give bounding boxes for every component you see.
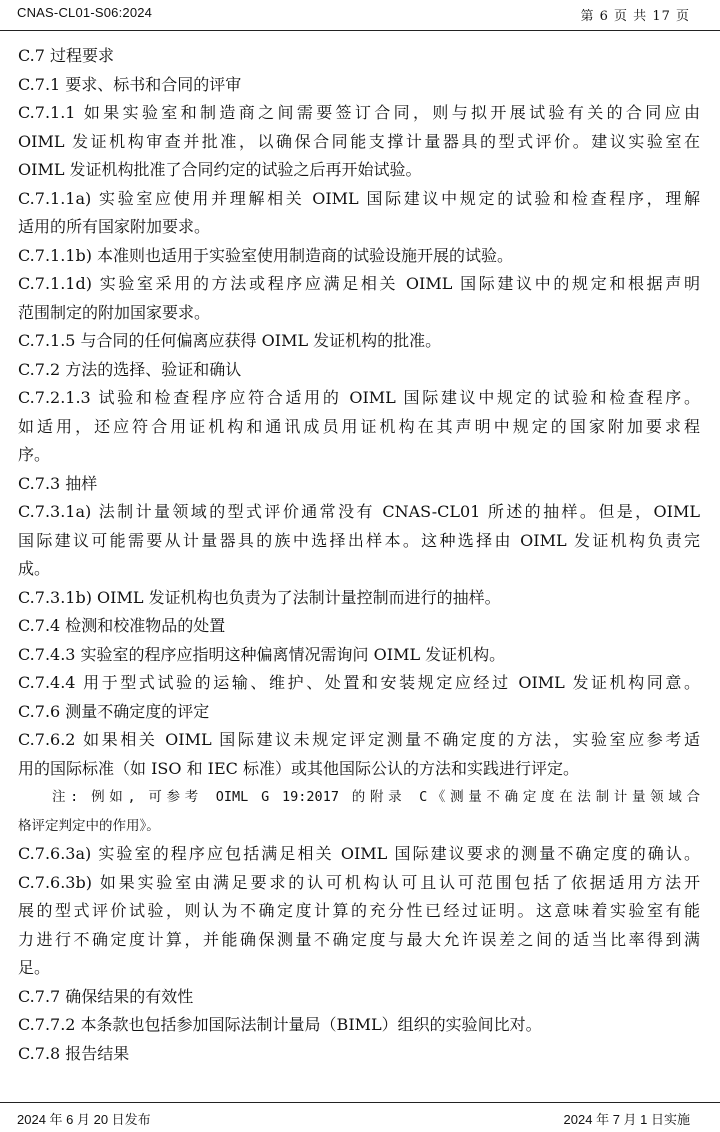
body-line: OIML 发证机构审查并批准，以确保合同能支撑计量器具的型式评价。建议实验室在 [18, 131, 700, 151]
body-line: C.7.7 确保结果的有效性 [18, 986, 194, 1006]
body-line: C.7.1.1b) 本准则也适用于实验室使用制造商的试验设施开展的试验。 [18, 245, 514, 265]
implementation-date: 2024 年 7 月 1 日实施 [563, 1112, 690, 1127]
body-line: C.7.1.1a) 实验室应使用并理解相关 OIML 国际建议中规定的试验和检查程序，理解 [18, 188, 700, 208]
body-line: 成。 [18, 559, 51, 578]
body-line: C.7.6.3b) 如果实验室由满足要求的认可机构认可且认可范围包括了依据适用方法开 [18, 872, 700, 892]
body-line: 力进行不确定度计算，并能确保测量不确定度与最大允许误差之间的适当比率得到满 [18, 929, 700, 949]
body-line: C.7.4.4 用于型式试验的运输、维护、处置和安装规定应经过 OIML 发证机构同意。 [18, 673, 700, 692]
body-line: C.7.6 测量不确定度的评定 [18, 701, 210, 721]
body-line: C.7.1.1d) 实验室采用的方法或程序应满足相关 OIML 国际建议中的规定和根据声明 [18, 274, 700, 293]
body-line: 国际建议可能需要从计量器具的族中选择出样本。这种选择由 OIML 发证机构负责完 [18, 530, 700, 550]
body-line: 展的型式评价试验，则认为不确定度计算的充分性已经过证明。这意味着实验室有能 [18, 901, 700, 920]
body-line: C.7.1.5 与合同的任何偏离应获得 OIML 发证机构的批准。 [18, 331, 442, 350]
body-line: C.7.4 检测和校准物品的处置 [18, 616, 226, 635]
page-indicator: 第 6 页 共 17 页 [580, 9, 690, 24]
body-line: C.7.6.2 如果相关 OIML 国际建议未规定评定测量不确定度的方法，实验室应参考适 [18, 730, 700, 749]
body-line: 范围制定的附加国家要求。 [18, 302, 211, 322]
note-line: 格评定判定中的作用》。 [18, 817, 160, 834]
body-line: C.7.1 要求、标书和合同的评审 [18, 74, 242, 94]
document-code: CNAS-CL01-S06:2024 [17, 5, 153, 20]
body-line: C.7.2.1.3 试验和检查程序应符合适用的 OIML 国际建议中规定的试验和检查程序。 [18, 388, 700, 407]
body-line: C.7.3.1b) OIML 发证机构也负责为了法制计量控制而进行的抽样。 [18, 587, 501, 607]
body-line: C.7.8 报告结果 [18, 1043, 130, 1063]
body-line: 足。 [18, 958, 51, 977]
body-line: 用的国际标准（如 ISO 和 IEC 标准）或其他国际公认的方法和实践进行评定。 [18, 758, 579, 778]
body-line: C.7 过程要求 [18, 46, 115, 65]
body-line: C.7.3 抽样 [18, 473, 98, 493]
body-line: OIML 发证机构批准了合同约定的试验之后再开始试验。 [18, 160, 422, 179]
body-line: C.7.6.3a) 实验室的程序应包括满足相关 OIML 国际建议要求的测量不确定度的确认。 [18, 844, 700, 863]
release-date: 2024 年 6 月 20 日发布 [17, 1112, 151, 1127]
note-line: 注: 例如, 可参考 OIML G 19:2017 的附录 C《测量不确定度在法制计量领域合 [52, 789, 700, 805]
page-header [0, 0, 720, 31]
body-line: C.7.2 方法的选择、验证和确认 [18, 359, 242, 379]
body-line: 适用的所有国家附加要求。 [18, 217, 211, 236]
body-line: C.7.4.3 实验室的程序应指明这种偏离情况需询问 OIML 发证机构。 [18, 644, 506, 664]
body-line: C.7.7.2 本条款也包括参加国际法制计量局（BIML）组织的实验间比对。 [18, 1015, 542, 1034]
page-footer [0, 1102, 720, 1132]
body-line: C.7.3.1a) 法制计量领域的型式评价通常没有 CNAS-CL01 所述的抽样。但是，OIML [18, 502, 700, 521]
body-line: 如适用，还应符合用证机构和通讯成员用证机构在其声明中规定的国家附加要求程 [18, 416, 700, 436]
body-line: 序。 [18, 445, 51, 464]
body-line: C.7.1.1 如果实验室和制造商之间需要签订合同，则与拟开展试验有关的合同应由 [18, 103, 700, 122]
document-body [18, 42, 700, 1068]
